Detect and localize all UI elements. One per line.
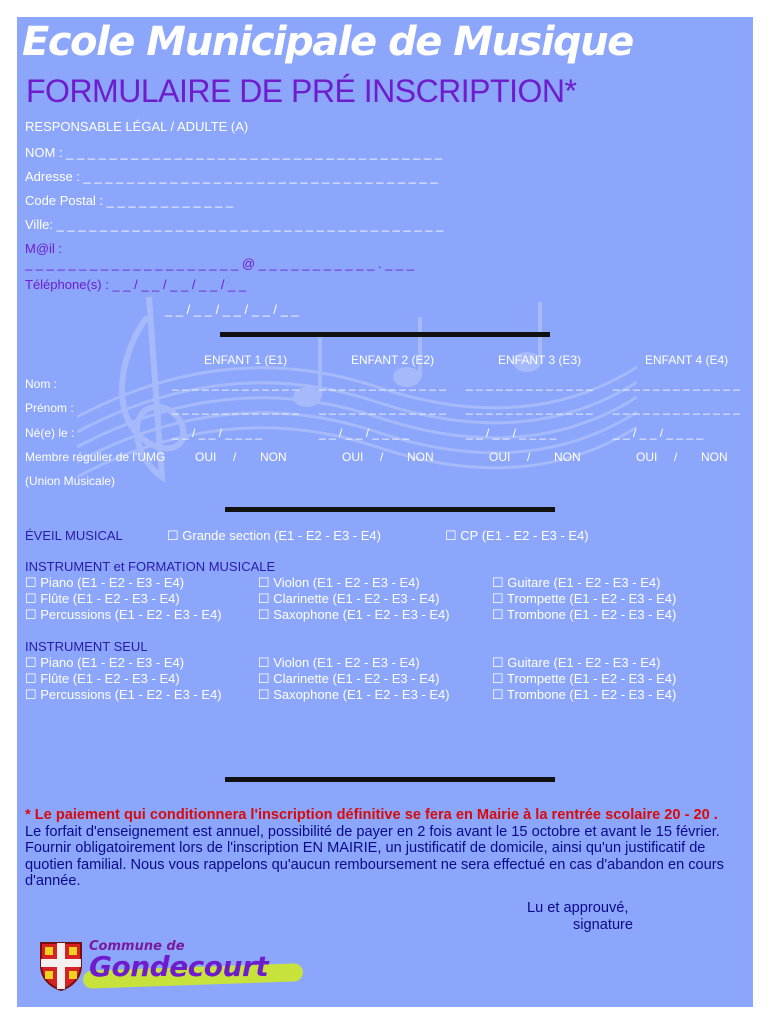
child-header-2: ENFANT 2 (E2) [351,353,435,367]
responsible-section-label: RESPONSABLE LÉGAL / ADULTE (A) [25,119,249,134]
payment-note [25,807,747,890]
formation-trombone-checkbox[interactable]: ☐ Trombone (E1 - E2 - E3 - E4) [492,607,677,622]
form-title: FORMULAIRE DE PRÉ INSCRIPTION* [26,73,577,109]
seul-trombone-checkbox[interactable]: ☐ Trombone (E1 - E2 - E3 - E4) [492,687,677,702]
ville-field[interactable]: Ville: _ _ _ _ _ _ _ _ _ _ _ _ _ _ _ _ _ _ _ _ _ _ _ _ _ _ _ _ _ _ _ _ _ _ _ _ [25,217,444,232]
child3-prenom-field[interactable]: _ _ _ _ _ _ _ _ _ _ _ _ _ [466,401,593,415]
approval-text: Lu et approuvé, [527,900,629,916]
child1-nom-field[interactable]: _ _ _ _ _ _ _ _ _ _ _ _ _ [172,377,299,391]
child2-birthdate-field[interactable]: _ _ / _ _ / _ _ _ _ [319,426,410,440]
child4-prenom-field[interactable]: _ _ _ _ _ _ _ _ _ _ _ _ _ [613,401,740,415]
formation-saxophone-checkbox[interactable]: ☐ Saxophone (E1 - E2 - E3 - E4) [258,607,450,622]
instrument-seul-title: INSTRUMENT SEUL [25,639,148,654]
row-label-prenom: Prénom : [25,401,74,415]
child1-non-option[interactable]: NON [260,450,287,464]
child2-slash: / [380,450,384,464]
grande-section-checkbox[interactable]: ☐ Grande section (E1 - E2 - E3 - E4) [167,528,381,543]
signature-label[interactable]: signature [573,917,634,933]
child3-slash: / [527,450,531,464]
mail-label: M@il : [25,241,63,256]
mail-field[interactable]: _ _ _ _ _ _ _ _ _ _ _ _ _ _ _ _ _ _ _ _ @ _ _ _ _ _ _ _ _ _ _ _ . _ _ _ [25,256,415,271]
child1-oui-option[interactable]: OUI [195,450,217,464]
seul-clarinette-checkbox[interactable]: ☐ Clarinette (E1 - E2 - E3 - E4) [258,671,440,686]
formation-guitare-checkbox[interactable]: ☐ Guitare (E1 - E2 - E3 - E4) [492,575,661,590]
adresse-field[interactable]: Adresse : _ _ _ _ _ _ _ _ _ _ _ _ _ _ _ _ _ _ _ _ _ _ _ _ _ _ _ _ _ _ _ _ _ [25,169,438,184]
formation-trompette-checkbox[interactable]: ☐ Trompette (E1 - E2 - E3 - E4) [492,591,677,606]
row-label-umg-member: Membre régulier de l'UMG [25,450,166,464]
child2-non-option[interactable]: NON [407,450,434,464]
formation-flute-checkbox[interactable]: ☐ Flûte (E1 - E2 - E3 - E4) [25,591,180,606]
divider-bar-3 [225,777,555,782]
child4-non-option[interactable]: NON [701,450,728,464]
seul-percussions-checkbox[interactable]: ☐ Percussions (E1 - E2 - E3 - E4) [25,687,222,702]
code-postal-field[interactable]: Code Postal : _ _ _ _ _ _ _ _ _ _ _ _ [25,193,234,208]
seul-trompette-checkbox[interactable]: ☐ Trompette (E1 - E2 - E3 - E4) [492,671,677,686]
seul-guitare-checkbox[interactable]: ☐ Guitare (E1 - E2 - E3 - E4) [492,655,661,670]
coat-of-arms-icon [37,939,85,991]
form-page [17,17,753,1007]
payment-notice: * Le paiement qui conditionnera l'inscription définitive se fera en Mairie à la rentrée scolaire 20 - 20 . [25,807,718,823]
child2-nom-field[interactable]: _ _ _ _ _ _ _ _ _ _ _ _ _ [319,377,446,391]
seul-flute-checkbox[interactable]: ☐ Flûte (E1 - E2 - E3 - E4) [25,671,180,686]
child3-oui-option[interactable]: OUI [489,450,511,464]
child1-slash: / [233,450,237,464]
child4-nom-field[interactable]: _ _ _ _ _ _ _ _ _ _ _ _ _ [613,377,740,391]
nom-field[interactable]: NOM : _ _ _ _ _ _ _ _ _ _ _ _ _ _ _ _ _ _ _ _ _ _ _ _ _ _ _ _ _ _ _ _ _ _ _ [25,145,443,160]
formation-clarinette-checkbox[interactable]: ☐ Clarinette (E1 - E2 - E3 - E4) [258,591,440,606]
formation-violon-checkbox[interactable]: ☐ Violon (E1 - E2 - E3 - E4) [258,575,420,590]
child1-prenom-field[interactable]: _ _ _ _ _ _ _ _ _ _ _ _ _ [172,401,299,415]
child4-birthdate-field[interactable]: _ _ / _ _ / _ _ _ _ [613,426,704,440]
row-label-union-musicale: (Union Musicale) [25,474,116,488]
child1-birthdate-field[interactable]: _ _ / _ _ / _ _ _ _ [172,426,263,440]
child3-birthdate-field[interactable]: _ _ / _ _ / _ _ _ _ [466,426,557,440]
seul-saxophone-checkbox[interactable]: ☐ Saxophone (E1 - E2 - E3 - E4) [258,687,450,702]
child-header-4: ENFANT 4 (E4) [645,353,729,367]
child2-oui-option[interactable]: OUI [342,450,364,464]
child2-prenom-field[interactable]: _ _ _ _ _ _ _ _ _ _ _ _ _ [319,401,446,415]
logo-town-name: Gondecourt [89,950,269,983]
instrument-formation-title: INSTRUMENT et FORMATION MUSICALE [25,559,276,574]
seul-violon-checkbox[interactable]: ☐ Violon (E1 - E2 - E3 - E4) [258,655,420,670]
child-header-1: ENFANT 1 (E1) [204,353,288,367]
cp-checkbox[interactable]: ☐ CP (E1 - E2 - E3 - E4) [445,528,589,543]
child3-non-option[interactable]: NON [554,450,581,464]
eveil-musical-label: ÉVEIL MUSICAL [25,528,123,543]
divider-bar-1 [220,332,550,337]
row-label-nom: Nom : [25,377,58,391]
seul-piano-checkbox[interactable]: ☐ Piano (E1 - E2 - E3 - E4) [25,655,185,670]
logo-commune-de: Commune de [89,939,185,954]
child-header-3: ENFANT 3 (E3) [498,353,582,367]
child4-oui-option[interactable]: OUI [636,450,658,464]
formation-piano-checkbox[interactable]: ☐ Piano (E1 - E2 - E3 - E4) [25,575,185,590]
child3-nom-field[interactable]: _ _ _ _ _ _ _ _ _ _ _ _ _ [466,377,593,391]
child4-slash: / [674,450,678,464]
fee-details: Le forfait d'enseignement est annuel, possibilité de payer en 2 fois avant le 15 octobre et avant le 15 février. Fournir obligatoirement lors de l'inscription EN MAIRIE, un justificatif de domicile, ainsi qu'un justificatif de quotien familial. Nous vous rappelons qu'aucun remboursement ne sera effectué en cas d'abandon en cours d'année. [25,823,724,889]
school-title: Ecole Municipale de Musique [22,19,633,65]
music-notes-decoration [77,277,637,507]
row-label-birthdate: Né(e) le : [25,426,75,440]
telephone-field-1[interactable]: Téléphone(s) : _ _ / _ _ / _ _ / _ _ / _ _ [25,277,247,292]
divider-bar-2 [225,507,555,512]
telephone-field-2[interactable]: _ _ / _ _ / _ _ / _ _ / _ _ [165,302,299,317]
formation-percussions-checkbox[interactable]: ☐ Percussions (E1 - E2 - E3 - E4) [25,607,222,622]
